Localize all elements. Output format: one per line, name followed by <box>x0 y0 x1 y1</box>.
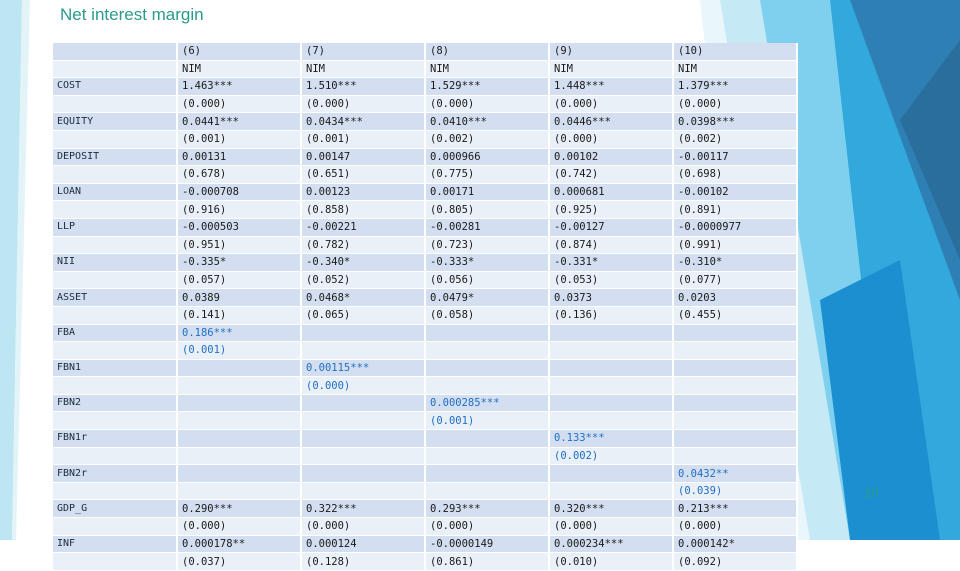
table-row <box>53 518 797 536</box>
table-cell <box>425 377 549 395</box>
table-cell: 0.00131 <box>177 148 301 166</box>
table-cell: 0.320*** <box>549 500 673 518</box>
variable-label: FBN1r <box>53 430 177 448</box>
table-cell: (0.002) <box>425 130 549 148</box>
table-cell: (0.058) <box>425 306 549 324</box>
table-cell: NIM <box>549 60 673 78</box>
table-cell: -0.00117 <box>673 148 797 166</box>
table-cell: -0.0000149 <box>425 535 549 553</box>
table-cell <box>177 394 301 412</box>
table-cell <box>673 342 797 360</box>
page-number: 10 <box>864 485 879 500</box>
slide-title: Net interest margin <box>60 5 204 24</box>
variable-label <box>53 95 177 113</box>
table-cell: (10) <box>673 43 797 60</box>
variable-label: DEPOSIT <box>53 148 177 166</box>
left-decoration <box>0 0 50 540</box>
table-cell <box>673 447 797 465</box>
table-cell: 0.00102 <box>549 148 673 166</box>
table-row <box>53 359 797 377</box>
table-cell: -0.333* <box>425 254 549 272</box>
table-cell <box>549 342 673 360</box>
table-cell <box>301 342 425 360</box>
table-cell <box>549 412 673 430</box>
table-cell <box>177 482 301 500</box>
table-cell: (0.000) <box>177 518 301 536</box>
table-cell: NIM <box>301 60 425 78</box>
table-row <box>53 78 797 96</box>
table-cell: (0.000) <box>549 95 673 113</box>
table-cell: 0.0441*** <box>177 113 301 131</box>
table-row <box>53 394 797 412</box>
table-cell: (0.916) <box>177 201 301 219</box>
table-cell <box>301 482 425 500</box>
table-cell <box>425 342 549 360</box>
table-cell: (0.000) <box>425 95 549 113</box>
variable-label: GDP_G <box>53 500 177 518</box>
variable-label: ASSET <box>53 289 177 307</box>
table-row <box>53 289 797 307</box>
table-cell <box>549 377 673 395</box>
table-cell: (0.805) <box>425 201 549 219</box>
table-cell: (0.000) <box>177 95 301 113</box>
variable-label <box>53 518 177 536</box>
table-row <box>53 447 797 465</box>
table-cell <box>673 430 797 448</box>
table-row <box>53 465 797 483</box>
table-cell: (0.001) <box>177 342 301 360</box>
table-cell: 0.322*** <box>301 500 425 518</box>
table-cell: (0.000) <box>301 95 425 113</box>
table-cell: (0.858) <box>301 201 425 219</box>
table-cell: 0.0446*** <box>549 113 673 131</box>
variable-label <box>53 553 177 571</box>
table-cell <box>425 465 549 483</box>
table-row <box>53 60 797 78</box>
table-cell: 0.000285*** <box>425 394 549 412</box>
table-row <box>53 342 797 360</box>
table-cell: 1.529*** <box>425 78 549 96</box>
table-cell: 0.00171 <box>425 183 549 201</box>
table-cell <box>177 447 301 465</box>
variable-label <box>53 130 177 148</box>
variable-label: FBN2 <box>53 394 177 412</box>
variable-label <box>53 60 177 78</box>
table-cell: (0.742) <box>549 166 673 184</box>
table-cell: (0.455) <box>673 306 797 324</box>
table-cell: (0.092) <box>673 553 797 571</box>
table-row <box>53 430 797 448</box>
table-cell: -0.00221 <box>301 218 425 236</box>
table-cell: (0.000) <box>673 518 797 536</box>
table-cell: (0.782) <box>301 236 425 254</box>
table-cell: (0.002) <box>673 130 797 148</box>
table-cell: 1.510*** <box>301 78 425 96</box>
table-cell: 0.000178** <box>177 535 301 553</box>
table-row <box>53 201 797 219</box>
table-cell: 0.0432** <box>673 465 797 483</box>
table-cell: -0.335* <box>177 254 301 272</box>
table-cell <box>177 412 301 430</box>
table-cell <box>673 324 797 342</box>
table-cell: 0.000681 <box>549 183 673 201</box>
variable-label: FBA <box>53 324 177 342</box>
table-cell: NIM <box>673 60 797 78</box>
table-cell: (0.000) <box>301 377 425 395</box>
table-cell <box>425 359 549 377</box>
variable-label: EQUITY <box>53 113 177 131</box>
table-row <box>53 113 797 131</box>
table-cell: NIM <box>177 60 301 78</box>
table-cell: -0.000708 <box>177 183 301 201</box>
table-row <box>53 254 797 272</box>
table-row <box>53 166 797 184</box>
table-cell: (0.991) <box>673 236 797 254</box>
table-row <box>53 43 797 60</box>
table-cell: (0.136) <box>549 306 673 324</box>
table-cell: -0.00102 <box>673 183 797 201</box>
table-row <box>53 500 797 518</box>
table-row <box>53 482 797 500</box>
table-cell: NIM <box>425 60 549 78</box>
table-cell: 0.000966 <box>425 148 549 166</box>
table-cell <box>177 359 301 377</box>
table-cell: (0.874) <box>549 236 673 254</box>
variable-label <box>53 342 177 360</box>
table-row <box>53 236 797 254</box>
table-cell: -0.340* <box>301 254 425 272</box>
table-cell: 0.293*** <box>425 500 549 518</box>
variable-label <box>53 377 177 395</box>
table-cell: -0.00127 <box>549 218 673 236</box>
table-cell: (0.052) <box>301 271 425 289</box>
table-cell: 0.000124 <box>301 535 425 553</box>
regression-table <box>53 43 798 571</box>
table-cell: (0.001) <box>177 130 301 148</box>
variable-label: FBN1 <box>53 359 177 377</box>
table-cell: (0.002) <box>549 447 673 465</box>
table-cell: -0.331* <box>549 254 673 272</box>
table-cell <box>301 324 425 342</box>
variable-label <box>53 166 177 184</box>
table-cell: (0.891) <box>673 201 797 219</box>
table-cell: 0.0410*** <box>425 113 549 131</box>
table-cell: (7) <box>301 43 425 60</box>
table-cell: (0.010) <box>549 553 673 571</box>
table-cell: (0.775) <box>425 166 549 184</box>
table-row <box>53 218 797 236</box>
table-cell: -0.000503 <box>177 218 301 236</box>
table-cell: (0.065) <box>301 306 425 324</box>
table-cell: 0.000234*** <box>549 535 673 553</box>
table-cell <box>301 465 425 483</box>
table-cell <box>177 430 301 448</box>
table-row <box>53 324 797 342</box>
table-row <box>53 130 797 148</box>
variable-label: LLP <box>53 218 177 236</box>
table-cell: -0.0000977 <box>673 218 797 236</box>
table-cell: (0.861) <box>425 553 549 571</box>
table-cell <box>673 412 797 430</box>
variable-label <box>53 306 177 324</box>
table-cell <box>549 482 673 500</box>
table-cell <box>549 465 673 483</box>
variable-label <box>53 43 177 60</box>
table-cell <box>425 430 549 448</box>
table-cell: (8) <box>425 43 549 60</box>
table-cell: (0.001) <box>425 412 549 430</box>
table-cell: 1.448*** <box>549 78 673 96</box>
table-cell: 0.213*** <box>673 500 797 518</box>
table-row <box>53 377 797 395</box>
table-cell: (0.057) <box>177 271 301 289</box>
table-row <box>53 183 797 201</box>
table-cell <box>425 447 549 465</box>
table-cell <box>301 447 425 465</box>
variable-label <box>53 201 177 219</box>
table-cell: -0.310* <box>673 254 797 272</box>
table-cell: (0.951) <box>177 236 301 254</box>
table-cell: (0.000) <box>549 518 673 536</box>
table-cell <box>425 324 549 342</box>
table-cell: 0.0434*** <box>301 113 425 131</box>
table-cell: (0.000) <box>301 518 425 536</box>
table-cell: 0.0373 <box>549 289 673 307</box>
table-cell <box>549 359 673 377</box>
table-cell: (0.039) <box>673 482 797 500</box>
table-cell: (0.141) <box>177 306 301 324</box>
table-cell <box>177 377 301 395</box>
table-cell: (0.000) <box>425 518 549 536</box>
variable-label: INF <box>53 535 177 553</box>
table-row <box>53 553 797 571</box>
table-cell: 0.00115*** <box>301 359 425 377</box>
variable-label: NII <box>53 254 177 272</box>
table-cell <box>301 412 425 430</box>
variable-label <box>53 447 177 465</box>
table-cell: (0.056) <box>425 271 549 289</box>
variable-label <box>53 482 177 500</box>
table-cell: 0.186*** <box>177 324 301 342</box>
table-cell: (0.000) <box>549 130 673 148</box>
table-cell <box>673 359 797 377</box>
table-cell: (0.698) <box>673 166 797 184</box>
table-cell: (0.651) <box>301 166 425 184</box>
table-cell: (0.000) <box>673 95 797 113</box>
table-cell: 1.463*** <box>177 78 301 96</box>
table-cell: (0.037) <box>177 553 301 571</box>
table-cell <box>301 430 425 448</box>
variable-label: FBN2r <box>53 465 177 483</box>
table-row <box>53 95 797 113</box>
table-row <box>53 535 797 553</box>
table-cell: 1.379*** <box>673 78 797 96</box>
variable-label: COST <box>53 78 177 96</box>
table-cell: (6) <box>177 43 301 60</box>
table-row <box>53 271 797 289</box>
table-cell: 0.00147 <box>301 148 425 166</box>
table-cell <box>549 324 673 342</box>
table-cell <box>177 465 301 483</box>
table-cell: (0.925) <box>549 201 673 219</box>
table-cell: (0.001) <box>301 130 425 148</box>
table-cell: 0.0389 <box>177 289 301 307</box>
variable-label: LOAN <box>53 183 177 201</box>
table-cell <box>301 394 425 412</box>
table-cell: (0.128) <box>301 553 425 571</box>
table-cell: 0.000142* <box>673 535 797 553</box>
variable-label <box>53 271 177 289</box>
table-row <box>53 412 797 430</box>
table-cell: (0.053) <box>549 271 673 289</box>
table-cell <box>673 377 797 395</box>
table-cell: 0.290*** <box>177 500 301 518</box>
table-cell: 0.133*** <box>549 430 673 448</box>
table-cell: 0.0203 <box>673 289 797 307</box>
table-cell: (0.678) <box>177 166 301 184</box>
table-cell: 0.0479* <box>425 289 549 307</box>
table-cell: (9) <box>549 43 673 60</box>
table-cell: 0.0398*** <box>673 113 797 131</box>
table-row <box>53 306 797 324</box>
table-row <box>53 148 797 166</box>
table-cell: 0.0468* <box>301 289 425 307</box>
table-cell: (0.723) <box>425 236 549 254</box>
table-cell: 0.00123 <box>301 183 425 201</box>
table-cell <box>673 394 797 412</box>
variable-label <box>53 236 177 254</box>
table-cell <box>549 394 673 412</box>
table-cell <box>425 482 549 500</box>
table-cell: -0.00281 <box>425 218 549 236</box>
table-cell: (0.077) <box>673 271 797 289</box>
variable-label <box>53 412 177 430</box>
